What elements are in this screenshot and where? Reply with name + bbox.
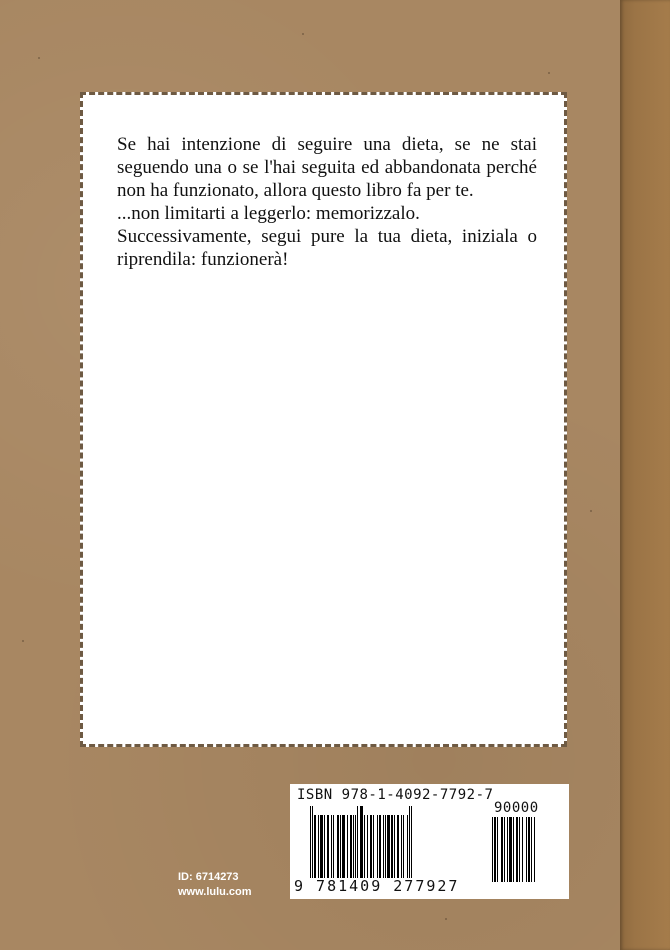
blurb-paragraph-1: Se hai intenzione di seguire una dieta, se ne stai seguendo una o se l'hai seguita ed abbandonata perché non ha funzionato, allora questo libro fa per te. [117, 134, 537, 201]
price-barcode-bars [492, 817, 550, 891]
publisher-website: www.lulu.com [178, 886, 252, 898]
paper-speck [302, 33, 304, 35]
price-code: 90000 [494, 800, 539, 816]
barcode-digits: 9 781409 277927 [294, 877, 460, 895]
barcode-bar [534, 817, 535, 882]
paper-speck [548, 72, 550, 74]
paper-speck [22, 640, 24, 642]
blurb-text [117, 133, 537, 271]
paper-speck [590, 510, 592, 512]
paper-speck [445, 918, 447, 920]
publisher-info [178, 870, 252, 900]
blurb-panel [80, 92, 567, 747]
barcode-bars [310, 806, 480, 878]
isbn-label: ISBN 978-1-4092-7792-7 [297, 787, 494, 803]
blurb-paragraph-2: ...non limitarti a leggerlo: memorizzalo. [117, 203, 420, 224]
blurb-paragraph-3: Successivamente, segui pure la tua dieta, iniziala o riprendila: funzionerà! [117, 226, 537, 270]
publisher-id: ID: 6714273 [178, 871, 239, 883]
barcode-bar [411, 806, 412, 878]
isbn-barcode [290, 784, 569, 899]
paper-speck [38, 57, 40, 59]
book-spine [620, 0, 670, 950]
